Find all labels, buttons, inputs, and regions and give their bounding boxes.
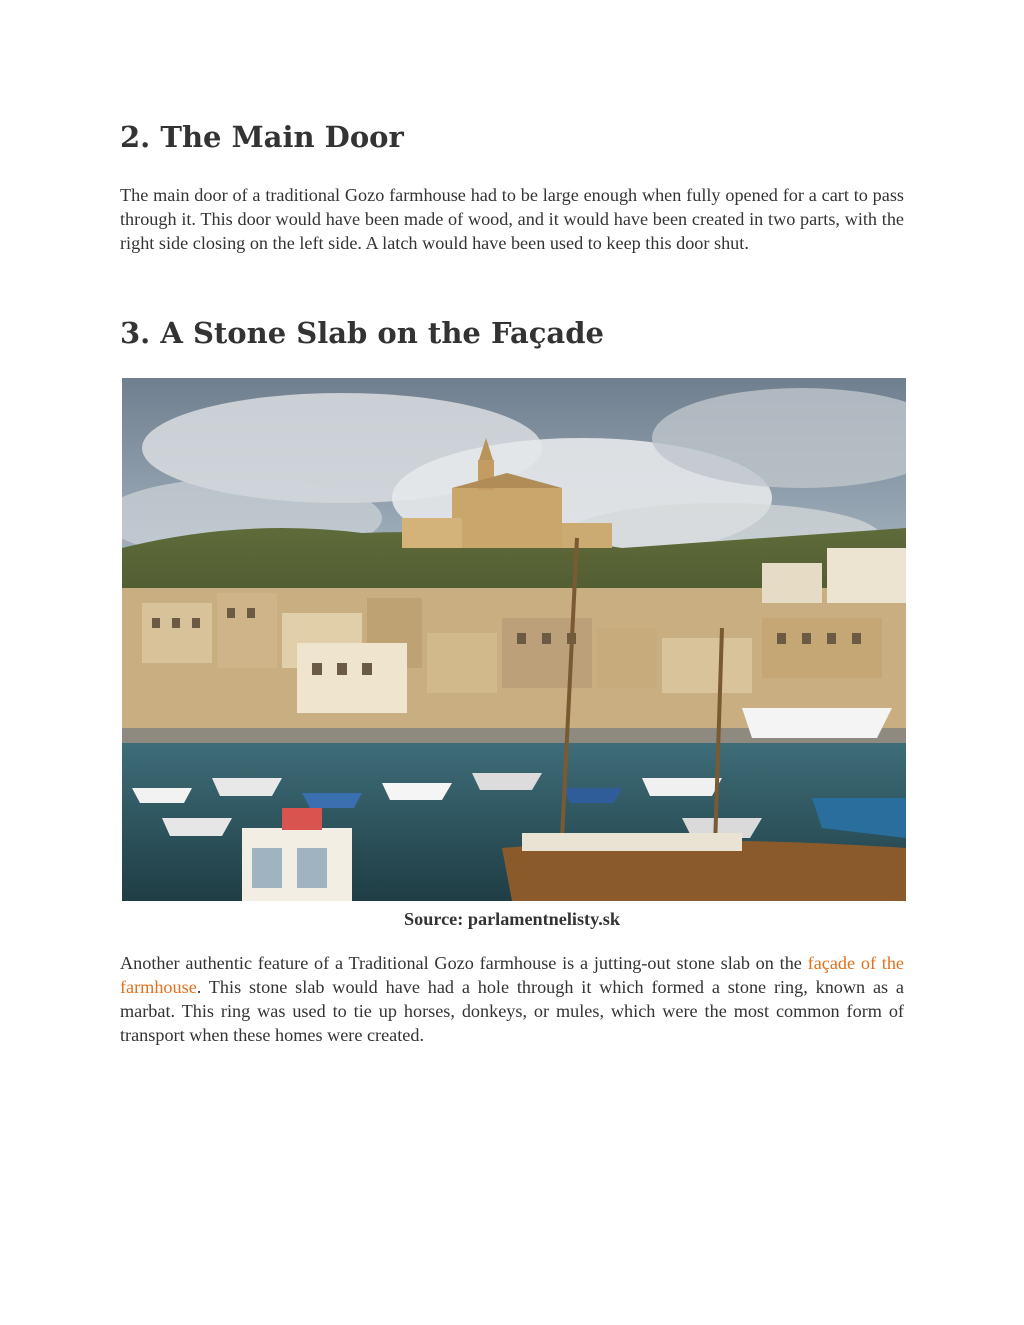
section-heading-main-door: 2. The Main Door xyxy=(120,120,404,154)
facade-of-farmhouse-link[interactable]: façade of the farmhouse xyxy=(120,953,904,997)
paragraph-text-start: Another authentic feature of a Traditional Gozo farmhouse is a jutting-out stone slab on the xyxy=(120,953,808,973)
paragraph-text-end: . This stone slab would have had a hole through it which formed a stone ring, known as a marbat. This ring was used to tie up horses, donkeys, or mules, which were the most common form of transport when these homes were created. xyxy=(120,977,904,1045)
image-caption: Source: parlamentnelisty.sk xyxy=(404,909,620,929)
section-heading-stone-slab: 3. A Stone Slab on the Façade xyxy=(120,316,604,350)
harbour-photo xyxy=(122,378,906,901)
harbour-photo-illustration xyxy=(122,378,906,901)
paragraph-main-door: The main door of a traditional Gozo farmhouse had to be large enough when fully opened for a cart to pass through it. This door would have been made of wood, and it would have been created in two parts, with the right side closing on the left side. A latch would have been used to keep this door shut. xyxy=(120,185,904,253)
paragraph-stone-slab xyxy=(120,951,904,1047)
